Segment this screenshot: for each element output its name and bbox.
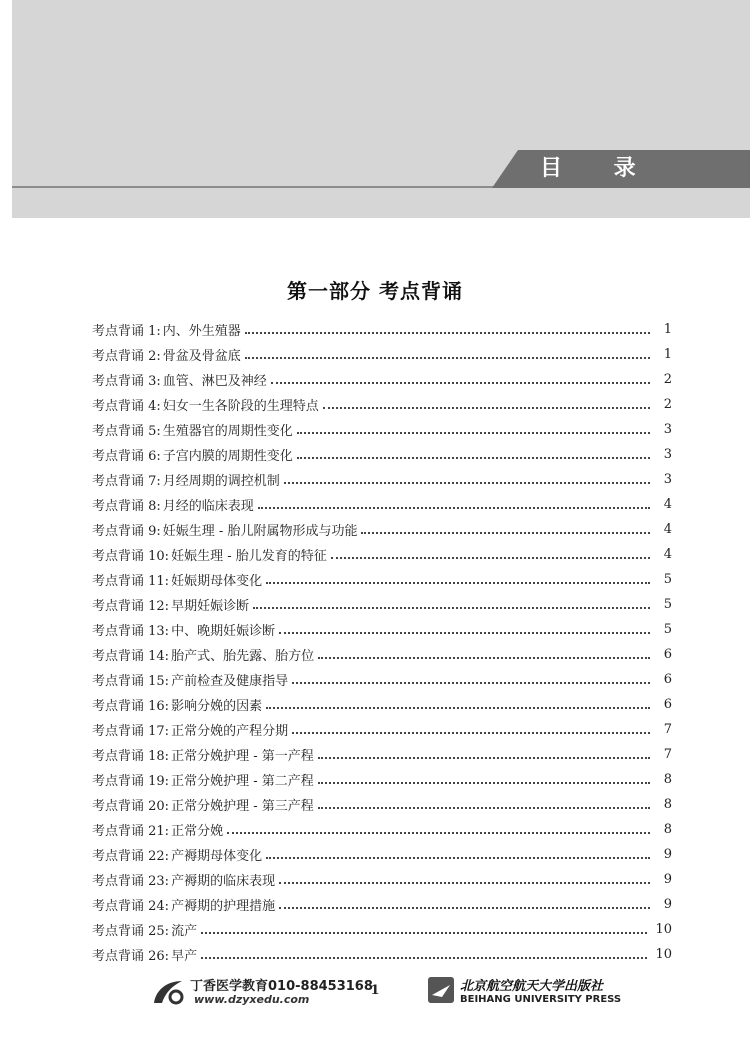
toc-entry-label: 考点背诵 10: — [92, 549, 170, 564]
toc-entry-page: 4 — [663, 497, 672, 512]
toc-entry-page: 5 — [663, 622, 672, 637]
toc-entry[interactable] — [92, 692, 672, 717]
publisher-right-name: 北京航空航天大学出版社 — [460, 979, 604, 994]
toc-entry-page: 10 — [655, 922, 672, 937]
toc-entry-title: 妇女一生各阶段的生理特点 — [162, 399, 319, 414]
page-footer — [0, 975, 750, 1015]
toc-entry-page: 5 — [663, 572, 672, 587]
toc-dot-leader — [253, 607, 650, 609]
toc-entry-title: 月经的临床表现 — [162, 499, 254, 514]
toc-entry-title: 子宫内膜的周期性变化 — [162, 449, 293, 464]
toc-entry-title: 产褥期的临床表现 — [171, 874, 276, 889]
toc-entry-label: 考点背诵 12: — [92, 599, 170, 614]
toc-entry-page: 6 — [663, 697, 672, 712]
toc-entry-label: 考点背诵 20: — [92, 799, 170, 814]
contents-title: 目 录 — [540, 156, 658, 181]
toc-dot-leader — [201, 932, 647, 934]
toc-dot-leader — [245, 357, 650, 359]
toc-entry-title: 中、晚期妊娠诊断 — [171, 624, 276, 639]
toc-entry-page: 8 — [663, 822, 672, 837]
publisher-right-english: BEIHANG UNIVERSITY PRESS — [460, 994, 622, 1005]
toc-entry[interactable] — [92, 867, 672, 892]
toc-dot-leader — [279, 907, 650, 909]
toc-entry-label: 考点背诵 21: — [92, 824, 170, 839]
toc-dot-leader — [284, 482, 650, 484]
toc-entry-label: 考点背诵 4: — [92, 399, 161, 414]
toc-entry[interactable] — [92, 642, 672, 667]
publisher-right — [428, 975, 628, 1015]
beihang-press-logo-icon — [428, 977, 454, 1003]
toc-entry-page: 8 — [663, 772, 672, 787]
toc-dot-leader — [227, 832, 650, 834]
toc-entry-label: 考点背诵 3: — [92, 374, 161, 389]
part-title: 第一部分 考点背诵 — [287, 279, 463, 303]
toc-entry-title: 骨盆及骨盆底 — [162, 349, 241, 364]
dingxiang-logo-icon — [150, 977, 186, 1007]
toc-entry-page: 6 — [663, 647, 672, 662]
toc-entry[interactable] — [92, 517, 672, 542]
toc-entry[interactable] — [92, 742, 672, 767]
toc-dot-leader — [361, 532, 650, 534]
toc-entry-label: 考点背诵 9: — [92, 524, 161, 539]
toc-entry-page: 7 — [663, 747, 672, 762]
toc-entry-page: 9 — [663, 847, 672, 862]
toc-entry-label: 考点背诵 17: — [92, 724, 170, 739]
toc-dot-leader — [323, 407, 650, 409]
toc-dot-leader — [271, 382, 650, 384]
toc-entry[interactable] — [92, 592, 672, 617]
toc-entry-title: 生殖器官的周期性变化 — [162, 424, 293, 439]
toc-entry-page: 7 — [663, 722, 672, 737]
toc-entry[interactable] — [92, 467, 672, 492]
toc-entry-title: 早期妊娠诊断 — [171, 599, 250, 614]
toc-entry[interactable] — [92, 567, 672, 592]
toc-entry-title: 正常分娩护理 - 第一产程 — [171, 749, 314, 764]
toc-entry-page: 2 — [663, 372, 672, 387]
toc-entry[interactable] — [92, 917, 672, 942]
toc-entry-title: 正常分娩的产程分期 — [171, 724, 289, 739]
toc-entry[interactable] — [92, 892, 672, 917]
toc-dot-leader — [266, 582, 650, 584]
toc-entry-title: 妊娠生理 - 胎儿发育的特征 — [171, 549, 327, 564]
toc-dot-leader — [318, 657, 650, 659]
toc-entry-page: 3 — [663, 422, 672, 437]
toc-entry-label: 考点背诵 25: — [92, 924, 170, 939]
toc-entry-title: 产褥期的护理措施 — [171, 899, 276, 914]
toc-entry-title: 妊娠生理 - 胎儿附属物形成与功能 — [162, 524, 358, 539]
toc-entry-label: 考点背诵 5: — [92, 424, 161, 439]
toc-entry-title: 早产 — [171, 949, 198, 964]
toc-entry[interactable] — [92, 717, 672, 742]
toc-entry-title: 正常分娩护理 - 第二产程 — [171, 774, 314, 789]
toc-entry-label: 考点背诵 11: — [92, 574, 170, 589]
toc-entry-title: 产前检查及健康指导 — [171, 674, 289, 689]
toc-entry-label: 考点背诵 16: — [92, 699, 170, 714]
toc-entry[interactable] — [92, 492, 672, 517]
toc-entry-page: 1 — [663, 347, 672, 362]
toc-entry[interactable] — [92, 392, 672, 417]
toc-dot-leader — [292, 732, 650, 734]
toc-entry[interactable] — [92, 667, 672, 692]
toc-entry-page: 4 — [663, 522, 672, 537]
toc-dot-leader — [318, 782, 650, 784]
table-of-contents — [92, 317, 672, 967]
toc-entry-title: 内、外生殖器 — [162, 324, 241, 339]
toc-entry-label: 考点背诵 6: — [92, 449, 161, 464]
toc-entry[interactable] — [92, 367, 672, 392]
toc-entry-title: 妊娠期母体变化 — [171, 574, 263, 589]
toc-entry[interactable] — [92, 842, 672, 867]
toc-entry-label: 考点背诵 23: — [92, 874, 170, 889]
toc-dot-leader — [201, 957, 647, 959]
publisher-left-url: www.dzyxedu.com — [194, 993, 310, 1006]
toc-entry-title: 血管、淋巴及神经 — [162, 374, 267, 389]
toc-dot-leader — [258, 507, 650, 509]
toc-entry-page: 8 — [663, 797, 672, 812]
toc-dot-leader — [297, 457, 650, 459]
toc-entry-title: 影响分娩的因素 — [171, 699, 263, 714]
page-number: 1 — [370, 983, 380, 998]
toc-entry[interactable] — [92, 792, 672, 817]
toc-entry[interactable] — [92, 942, 672, 967]
toc-entry-label: 考点背诵 18: — [92, 749, 170, 764]
toc-entry[interactable] — [92, 767, 672, 792]
toc-entry-title: 月经周期的调控机制 — [162, 474, 280, 489]
toc-dot-leader — [279, 632, 650, 634]
toc-dot-leader — [266, 707, 650, 709]
toc-entry-page: 3 — [663, 472, 672, 487]
toc-entry-label: 考点背诵 7: — [92, 474, 161, 489]
publisher-left — [150, 975, 373, 1015]
toc-entry-title: 胎产式、胎先露、胎方位 — [171, 649, 315, 664]
toc-entry-label: 考点背诵 14: — [92, 649, 170, 664]
toc-entry[interactable] — [92, 317, 672, 342]
toc-entry-label: 考点背诵 26: — [92, 949, 170, 964]
toc-entry-title: 流产 — [171, 924, 198, 939]
toc-entry-title: 正常分娩 — [171, 824, 224, 839]
toc-dot-leader — [292, 682, 650, 684]
toc-entry-page: 6 — [663, 672, 672, 687]
toc-entry-label: 考点背诵 1: — [92, 324, 161, 339]
toc-entry-page: 10 — [655, 947, 672, 962]
toc-entry-label: 考点背诵 2: — [92, 349, 161, 364]
toc-entry-page: 5 — [663, 597, 672, 612]
toc-entry-label: 考点背诵 19: — [92, 774, 170, 789]
toc-entry[interactable] — [92, 542, 672, 567]
toc-dot-leader — [245, 332, 650, 334]
toc-entry-page: 3 — [663, 447, 672, 462]
toc-entry-page: 4 — [663, 547, 672, 562]
toc-entry-label: 考点背诵 8: — [92, 499, 161, 514]
toc-entry[interactable] — [92, 342, 672, 367]
toc-dot-leader — [318, 757, 650, 759]
toc-dot-leader — [266, 857, 650, 859]
toc-entry-label: 考点背诵 24: — [92, 899, 170, 914]
toc-dot-leader — [279, 882, 650, 884]
toc-entry-page: 2 — [663, 397, 672, 412]
toc-entry[interactable] — [92, 617, 672, 642]
toc-entry-title: 产褥期母体变化 — [171, 849, 263, 864]
toc-entry-label: 考点背诵 22: — [92, 849, 170, 864]
toc-entry-label: 考点背诵 13: — [92, 624, 170, 639]
toc-entry[interactable] — [92, 817, 672, 842]
toc-entry[interactable] — [92, 442, 672, 467]
toc-entry-title: 正常分娩护理 - 第三产程 — [171, 799, 314, 814]
toc-entry-label: 考点背诵 15: — [92, 674, 170, 689]
toc-entry-page: 9 — [663, 872, 672, 887]
toc-dot-leader — [297, 432, 650, 434]
toc-entry-page: 1 — [663, 322, 672, 337]
publisher-left-name: 丁香医学教育010-88453168 — [190, 979, 373, 994]
toc-entry[interactable] — [92, 417, 672, 442]
toc-entry-page: 9 — [663, 897, 672, 912]
toc-dot-leader — [331, 557, 650, 559]
toc-dot-leader — [318, 807, 650, 809]
